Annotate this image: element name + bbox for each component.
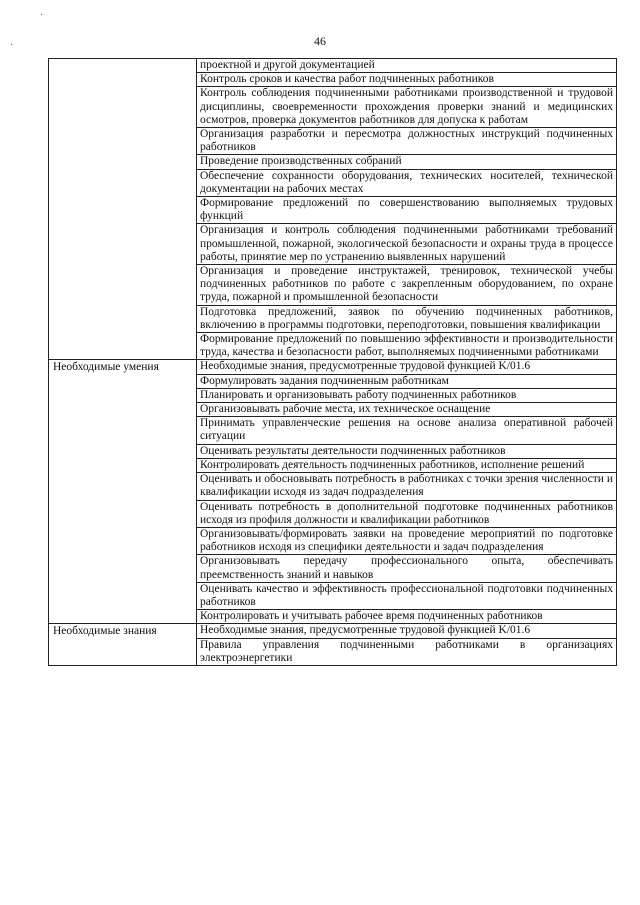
item-cell [197,374,617,388]
item-cell [197,305,617,332]
item-text: Обеспечение сохранности оборудования, технических носителей, технической документации на рабочих местах [200,169,613,195]
item-cell [197,59,617,73]
item-text: Необходимые знания, предусмотренные трудовой функцией K/01.6 [200,624,531,637]
item-text: проектной и другой документацией [200,59,375,71]
item-cell [197,224,617,265]
item-text: Формирование предложений по совершенствованию выполняемых трудовых функций [200,197,613,223]
section-label: Необходимые умения [53,361,159,374]
item-cell [197,403,617,417]
item-cell [197,360,617,374]
item-text: Контролировать и учитывать рабочее время подчиненных работников [200,610,543,623]
item-text: Необходимые знания, предусмотренные трудовой функцией K/01.6 [200,360,531,373]
item-text: Организация и проведение инструктажей, тренировок, технической учебы подчиненных работников по работе с закрепленным оборудованием, по охране труда, пожарной и промышленной безопасности [200,265,613,304]
item-cell [197,87,617,128]
item-text: Контролировать деятельность подчиненных работников, исполнение решений [200,458,585,471]
section-label [49,59,196,60]
item-text: Планировать и организовывать работу подчиненных работников [200,388,517,401]
item-text: Проведение производственных собраний [200,155,402,168]
section-label-cell [49,59,197,360]
item-text: Контроль соблюдения подчиненными работниками производственной и трудовой дисциплины, своевременности прохождения проверки знаний и медицинских осмотров, проверка документов работников для допуска к работам [200,87,613,126]
scan-mark: · [40,10,44,21]
item-cell [197,197,617,224]
section-label-cell [49,360,197,624]
item-cell [197,458,617,472]
item-text: Принимать управленческие решения на основе анализа оперативной рабочей ситуации [200,417,613,443]
item-cell [197,128,617,155]
item-text: Формирование предложений по повышению эффективности и производительности труда, качества и безопасности работ, выполняемых подчиненными работниками [200,333,613,359]
item-cell [197,473,617,500]
item-text: Правила управления подчиненными работниками в организациях электроэнергетики [200,638,613,664]
item-text: Формулировать задания подчиненным работникам [200,374,449,387]
item-cell [197,638,617,665]
table-row [49,360,617,374]
item-cell [197,555,617,582]
scan-mark: · [10,40,14,51]
item-cell [197,417,617,444]
item-cell [197,500,617,527]
item-cell [197,610,617,624]
table-body [49,59,617,666]
item-cell [197,73,617,87]
item-cell [197,388,617,402]
item-text: Организация разработки и пересмотра должностных инструкций подчиненных работников [200,128,613,154]
item-text: Организация и контроль соблюдения подчиненными работниками требований промышленной, пожарной, экологической безопасности и охраны труда в процессе работы, принятие мер по устранению выявленных нарушений [200,224,613,263]
item-text: Организовывать/формировать заявки на проведение мероприятий по подготовке работников исходя из специфики деятельности и задач подразделения [200,527,613,554]
item-cell [197,169,617,196]
section-label: Необходимые знания [53,625,157,638]
item-cell [197,265,617,306]
item-text: Контроль сроков и качества работ подчиненных работников [200,73,494,86]
item-cell [197,444,617,458]
item-text: Подготовка предложений, заявок по обучению подчиненных работников, включению в программы подготовки, переподготовки, повышения квалификации [200,305,613,331]
item-text: Организовывать рабочие места, их техническое оснащение [200,403,491,416]
item-cell [197,333,617,360]
item-cell [197,155,617,169]
item-text: Оценивать потребность в дополнительной подготовке подчиненных работников исходя из профиля должности и квалификации работников [200,500,613,526]
item-cell [197,582,617,609]
item-text: Оценивать и обосновывать потребность в работниках с точки зрения численности и квалификации исходя из задач подразделения [200,473,613,499]
item-text: Организовывать передачу профессионального опыта, обеспечивать преемственность знаний и навыков [200,555,613,581]
requirements-table [48,58,617,666]
item-cell [197,527,617,554]
table-row [49,624,617,638]
item-cell [197,624,617,638]
page-number: 46 [314,34,326,48]
item-text: Оценивать качество и эффективность профессиональной подготовки подчиненных работников [200,582,613,608]
section-label-cell [49,624,197,666]
table-row [49,59,617,73]
item-text: Оценивать результаты деятельности подчиненных работников [200,444,506,457]
